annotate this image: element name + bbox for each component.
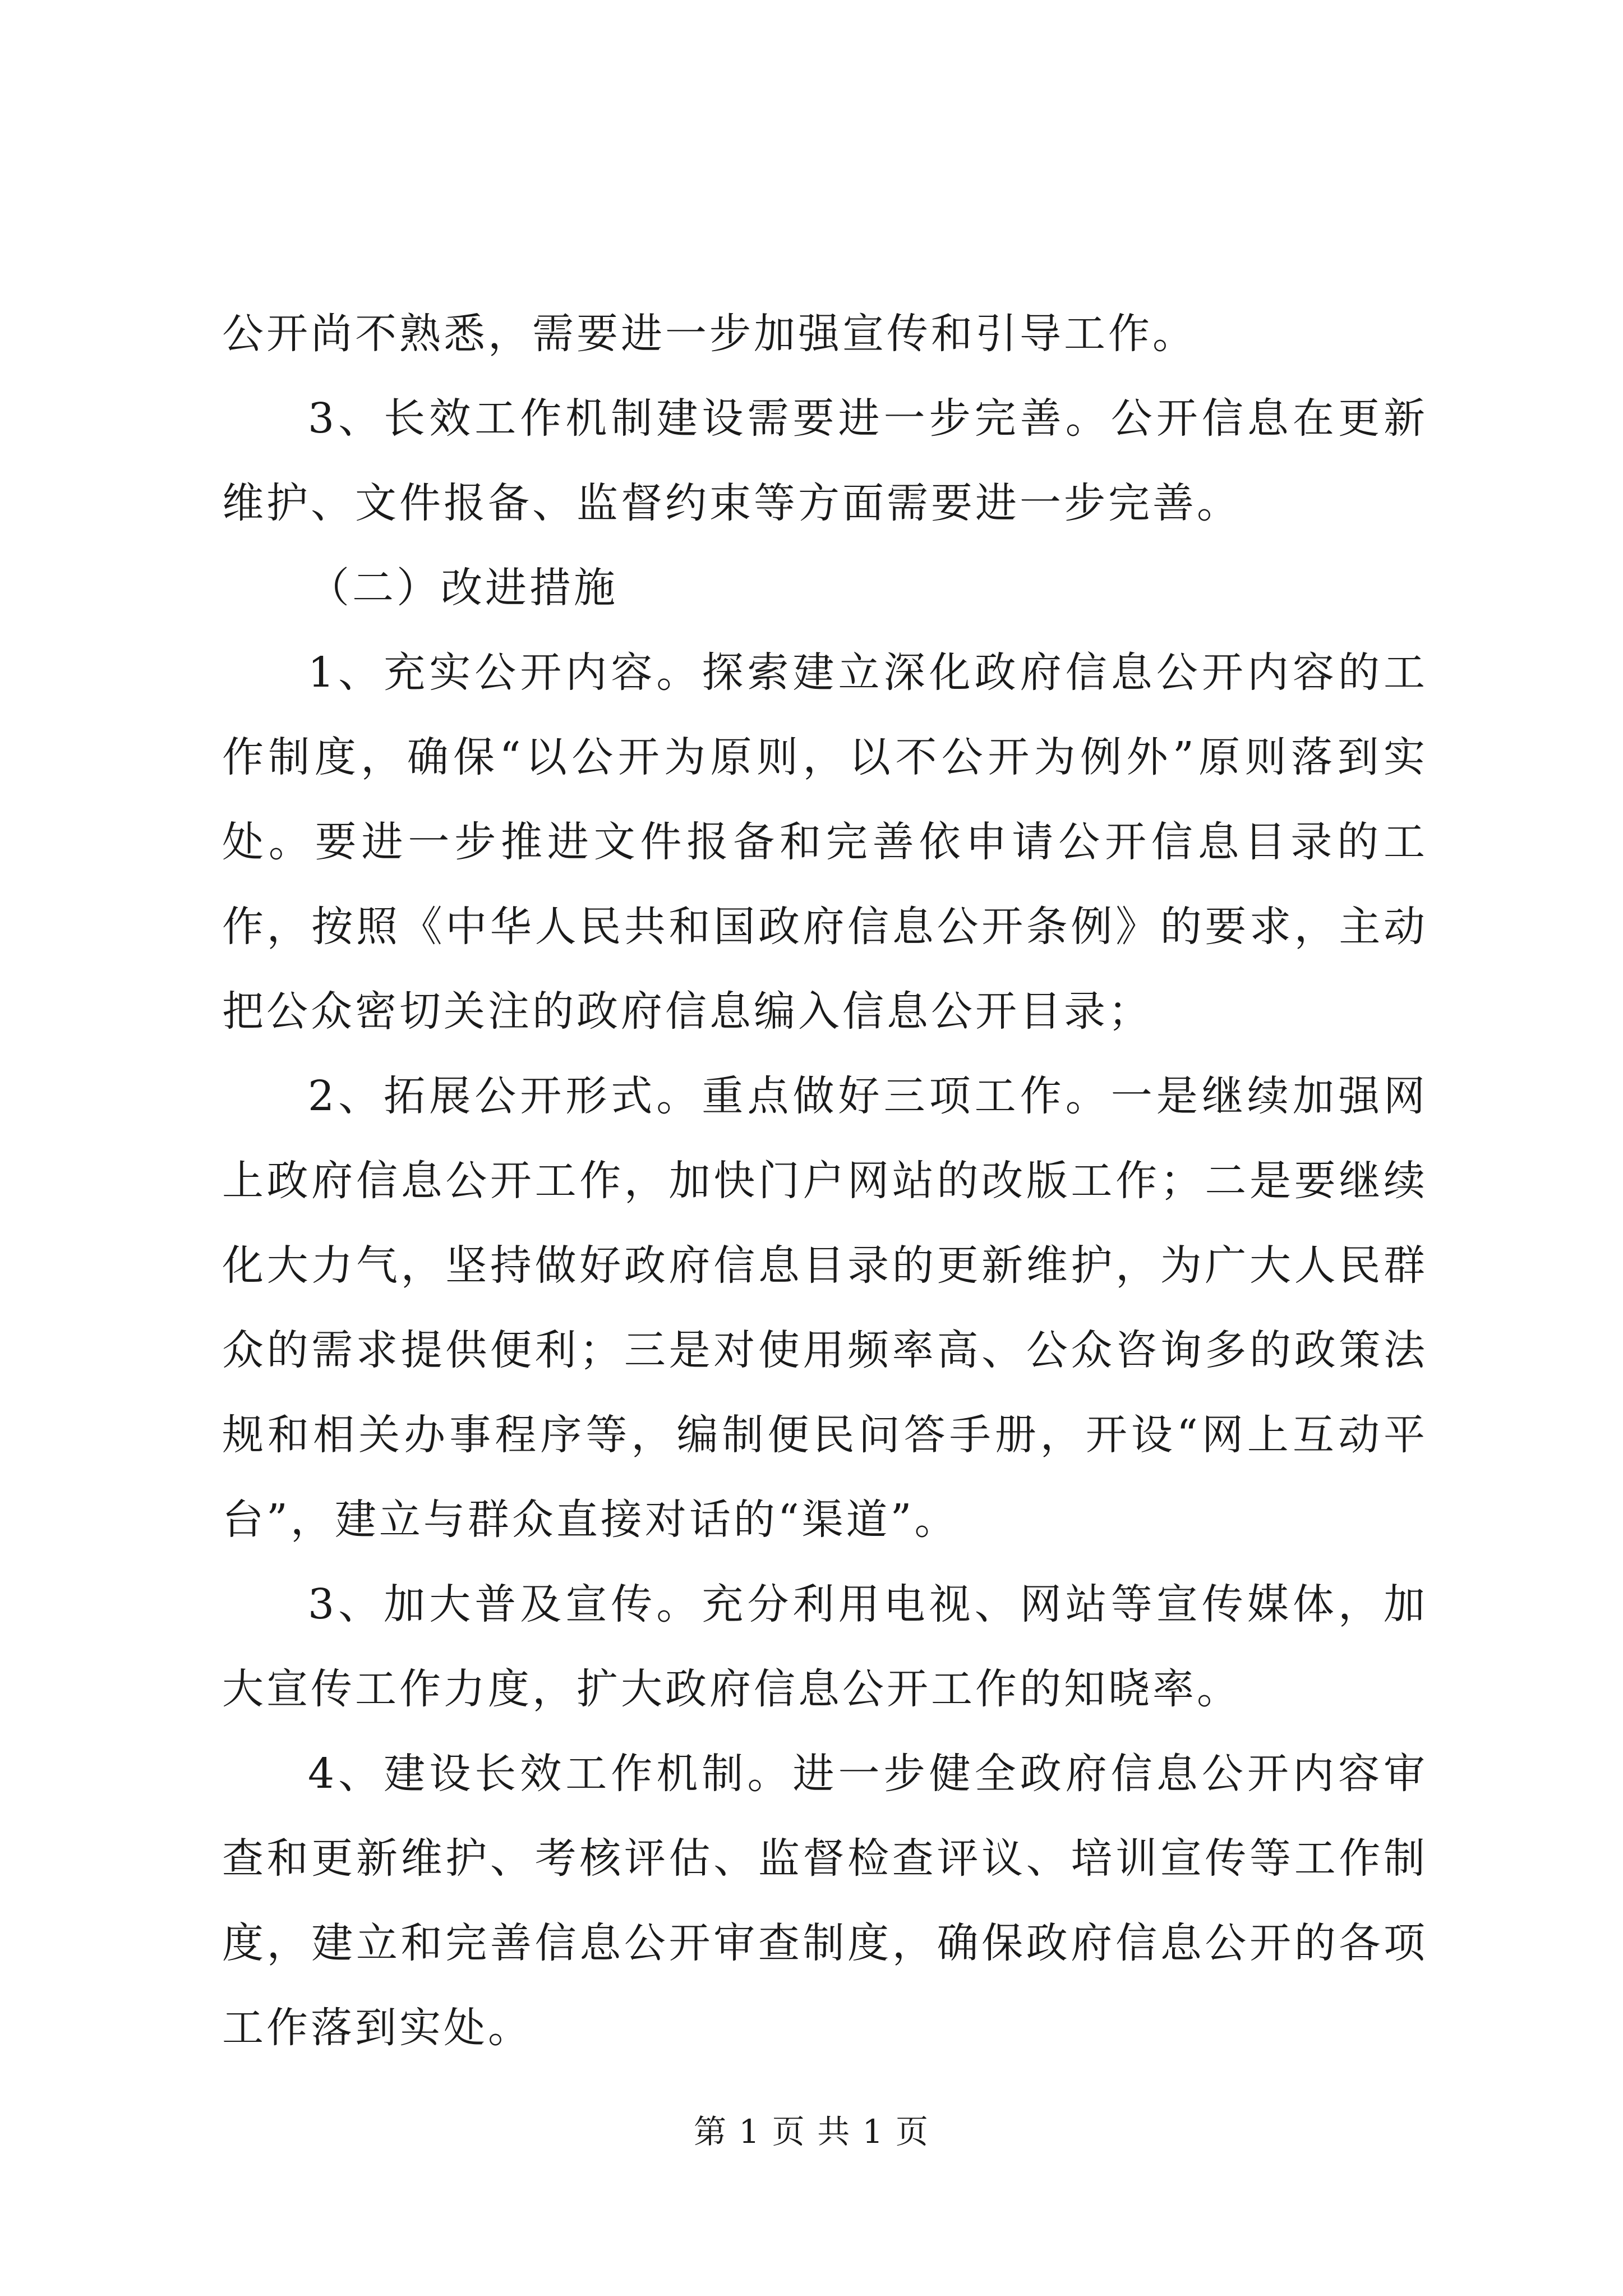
document-body bbox=[222, 292, 1428, 2070]
page-number-footer: 第 1 页 共 1 页 bbox=[694, 2113, 929, 2151]
paragraph-item-3-mechanism: 3、长效工作机制建设需要进一步完善。公开信息在更新维护、文件报备、监督约束等方面需要进一步完善。 bbox=[222, 394, 1428, 527]
paragraph-measure-4: 4、建设长效工作机制。进一步健全政府信息公开内容审查和更新维护、考核评估、监督检查评议、培训宣传等工作制度，建立和完善信息公开审查制度，确保政府信息公开的各项工作落到实处。 bbox=[222, 1750, 1428, 2052]
paragraph-measure-3: 3、加大普及宣传。充分利用电视、网站等宣传媒体，加大宣传工作力度，扩大政府信息公开工作的知晓率。 bbox=[222, 1580, 1428, 1713]
paragraph-measure-2: 2、拓展公开形式。重点做好三项工作。一是继续加强网上政府信息公开工作，加快门户网站的改版工作；二是要继续化大力气，坚持做好政府信息目录的更新维护，为广大人民群众的需求提供便利；三是对使用频率高、公众咨询多的政策法规和相关办事程序等，编制便民问答手册，开设“网上互动平台”，建立与群众直接对话的“渠道”。 bbox=[222, 1072, 1428, 1544]
section-heading-improvements: （二）改进措施 bbox=[308, 564, 618, 612]
paragraph-continuation: 公开尚不熟悉，需要进一步加强宣传和引导工作。 bbox=[222, 310, 1197, 358]
paragraph-measure-1: 1、充实公开内容。探索建立深化政府信息公开内容的工作制度，确保“以公开为原则，以不公开为例外”原则落到实处。要进一步推进文件报备和完善依申请公开信息目录的工作，按照《中华人民共和国政府信息公开条例》的要求，主动把公众密切关注的政府信息编入信息公开目录； bbox=[222, 648, 1428, 1036]
